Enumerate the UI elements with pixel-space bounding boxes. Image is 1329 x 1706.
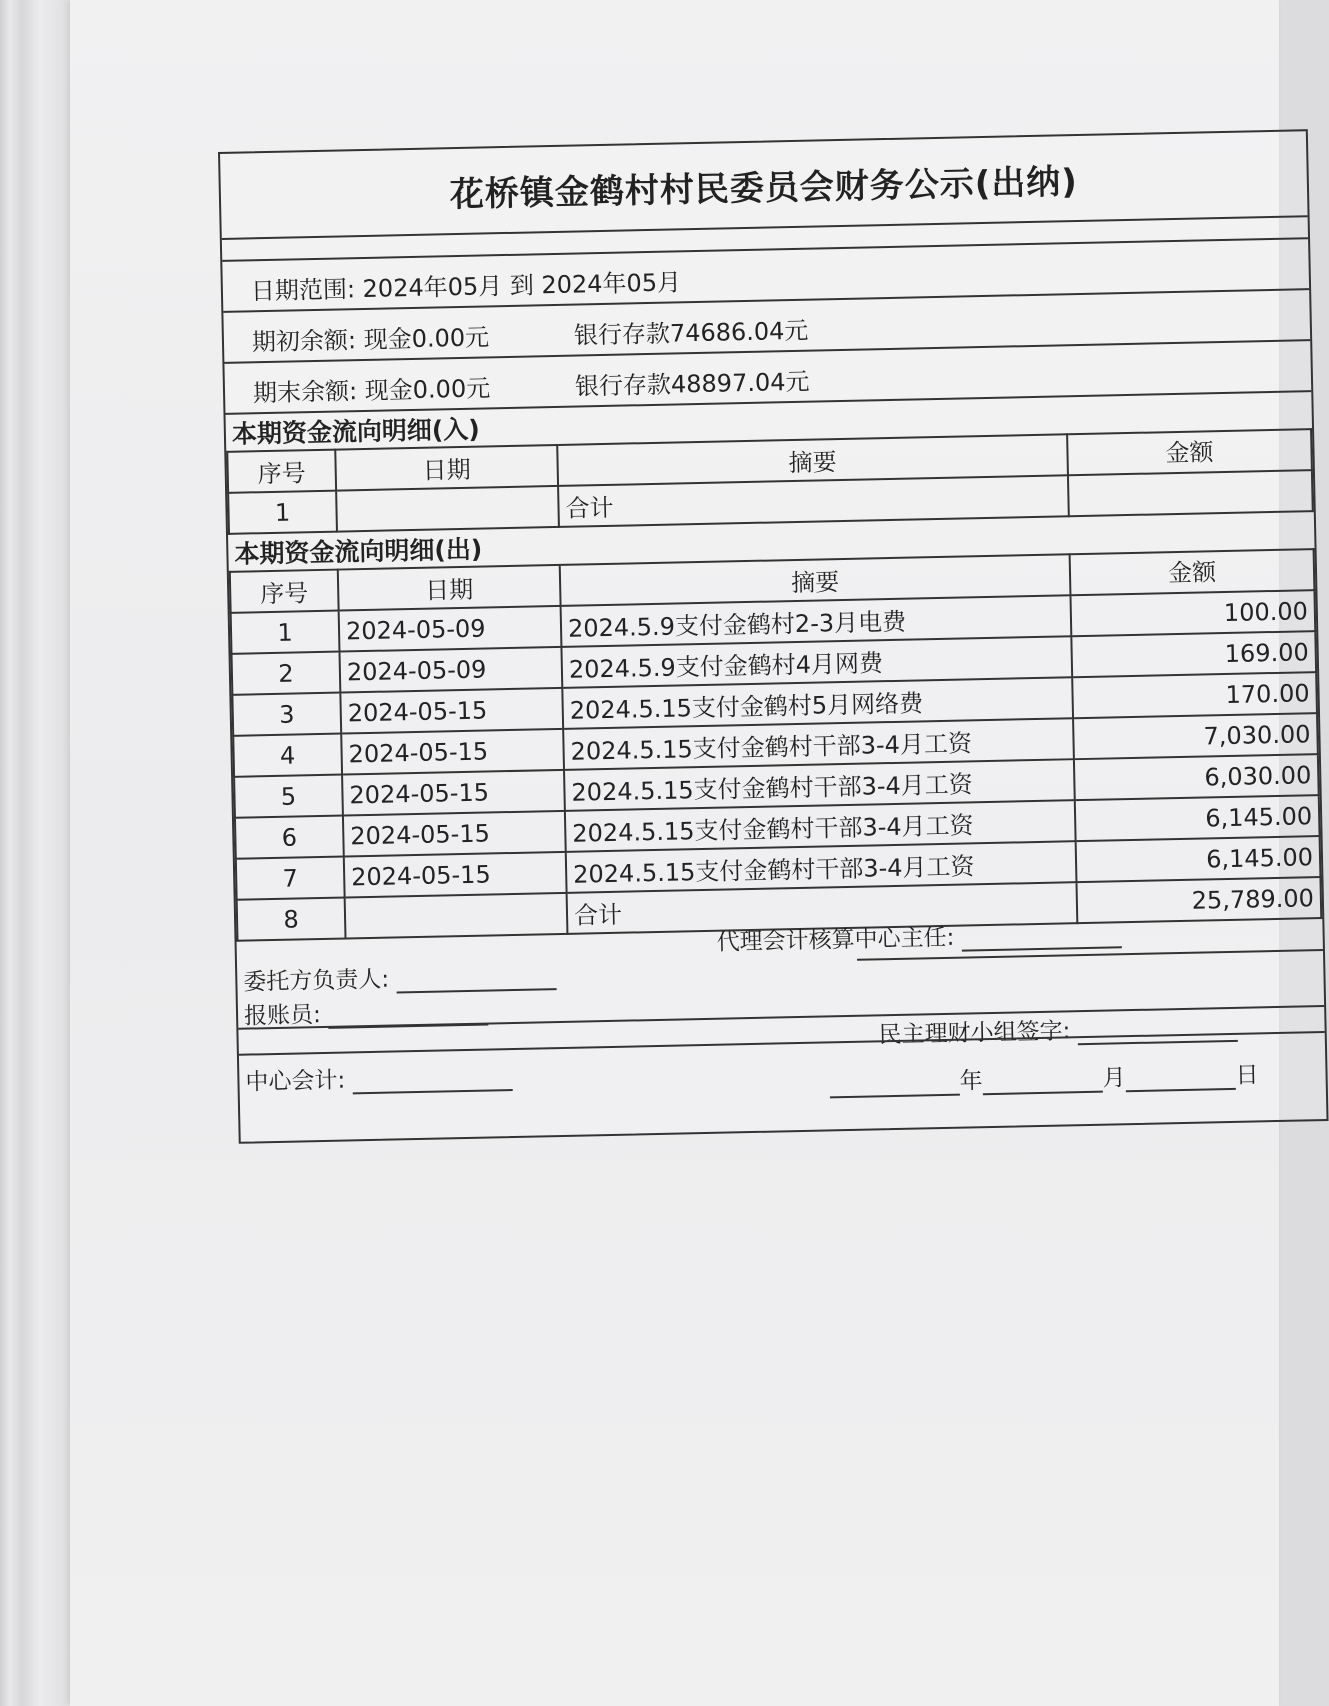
month-sign-line xyxy=(982,1071,1102,1096)
finance-group-signature xyxy=(878,1009,1238,1050)
expense-amount: 7,030.00 xyxy=(1073,713,1318,759)
expense-header-seq: 序号 xyxy=(230,570,339,613)
center-accountant-sign-line xyxy=(352,1069,512,1094)
date-signature xyxy=(829,1056,1259,1098)
expense-summary: 2024.5.15支付金鹤村干部3-4月工资 xyxy=(563,718,1074,770)
expense-seq: 8 xyxy=(237,898,346,941)
expense-summary: 2024.5.15支付金鹤村干部3-4月工资 xyxy=(564,759,1075,811)
expense-amount: 6,145.00 xyxy=(1075,795,1320,841)
closing-bank: 银行存款48897.04元 xyxy=(574,367,810,401)
expense-summary: 2024.5.15支付金鹤村干部3-4月工资 xyxy=(565,800,1076,852)
income-header-seq: 序号 xyxy=(227,450,336,493)
client-signature xyxy=(243,957,557,997)
client-sign-line xyxy=(396,968,556,993)
expense-date: 2024-05-15 xyxy=(340,688,563,734)
expense-amount: 6,145.00 xyxy=(1076,836,1321,882)
expense-header-amount: 金额 xyxy=(1070,549,1315,595)
income-header-date: 日期 xyxy=(335,445,558,491)
expense-table xyxy=(229,548,1323,942)
expense-amount: 169.00 xyxy=(1071,631,1316,677)
income-summary: 合计 xyxy=(558,475,1069,527)
expense-seq: 4 xyxy=(233,734,342,777)
expense-date: 2024-05-15 xyxy=(343,811,566,857)
center-accountant-signature xyxy=(245,1058,513,1097)
expense-date: 2024-05-09 xyxy=(339,647,562,693)
director-sign-line xyxy=(962,926,1122,951)
expense-summary: 2024.5.15支付金鹤村干部3-4月工资 xyxy=(566,841,1077,893)
expense-seq: 2 xyxy=(232,652,341,695)
signature-area xyxy=(237,919,1327,1142)
date-range: 日期范围: 2024年05月 到 2024年05月 xyxy=(250,268,682,306)
expense-amount: 25,789.00 xyxy=(1076,877,1321,923)
year-label: 年 xyxy=(959,1068,983,1095)
expense-seq: 3 xyxy=(232,693,341,736)
expense-date: 2024-05-15 xyxy=(342,770,565,816)
income-header-summary: 摘要 xyxy=(557,434,1068,486)
expense-seq: 1 xyxy=(231,611,340,654)
expense-section-title: 本期资金流向明细(出) xyxy=(234,534,483,569)
opening-bank: 银行存款74686.04元 xyxy=(573,316,809,350)
expense-date: 2024-05-15 xyxy=(344,852,567,898)
day-label: 日 xyxy=(1235,1062,1259,1089)
expense-amount: 6,030.00 xyxy=(1074,754,1319,800)
clerk-label: 报账员: xyxy=(243,1002,322,1030)
expense-summary: 2024.5.15支付金鹤村5月网络费 xyxy=(562,677,1073,729)
paper-sheet xyxy=(70,0,1315,1706)
client-label: 委托方负责人: xyxy=(243,966,390,996)
month-label: 月 xyxy=(1102,1065,1126,1092)
director-label: 代理会计核算中心主任: xyxy=(716,924,955,956)
expense-amount: 100.00 xyxy=(1070,590,1315,636)
year-sign-line xyxy=(829,1074,959,1099)
expense-seq: 6 xyxy=(235,816,344,859)
center-accountant-label: 中心会计: xyxy=(245,1067,346,1096)
expense-amount: 170.00 xyxy=(1072,672,1317,718)
director-signature xyxy=(716,915,1122,956)
expense-summary: 合计 xyxy=(567,882,1078,934)
form-title: 花桥镇金鹤村村民委员会财务公示(出纳) xyxy=(220,131,1308,240)
expense-date: 2024-05-09 xyxy=(339,606,562,652)
income-section-title: 本期资金流向明细(入) xyxy=(231,414,481,449)
income-seq: 1 xyxy=(228,491,337,534)
expense-header-date: 日期 xyxy=(338,565,561,611)
income-header-amount: 金额 xyxy=(1067,429,1312,475)
expense-seq: 5 xyxy=(234,775,343,818)
expense-seq: 7 xyxy=(236,857,345,900)
finance-disclosure-form xyxy=(218,129,1329,1144)
expense-summary: 2024.5.9支付金鹤村4月网费 xyxy=(561,636,1072,688)
expense-summary: 2024.5.9支付金鹤村2-3月电费 xyxy=(561,595,1072,647)
expense-date: 2024-05-15 xyxy=(341,729,564,775)
income-amount xyxy=(1068,470,1313,516)
income-date xyxy=(336,486,559,532)
closing-cash: 期末余额: 现金0.00元 xyxy=(252,374,491,408)
expense-header-summary: 摘要 xyxy=(560,554,1071,606)
expense-date xyxy=(345,893,568,939)
day-sign-line xyxy=(1125,1068,1235,1092)
finance-group-label: 民主理财小组签字: xyxy=(878,1018,1071,1049)
opening-cash: 期初余额: 现金0.00元 xyxy=(251,323,490,357)
